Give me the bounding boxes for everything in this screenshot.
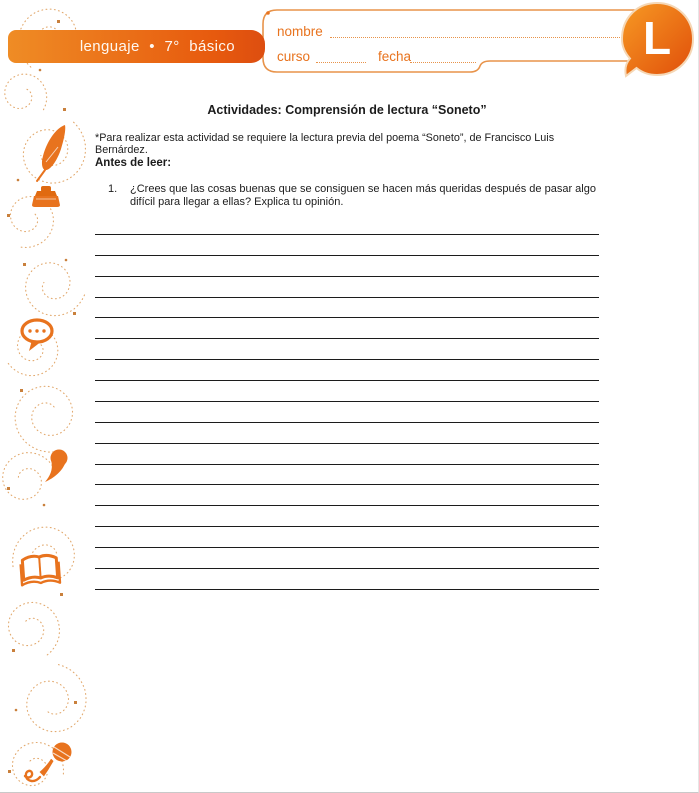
dotted-swirls (3, 9, 86, 786)
curso-label: curso (277, 49, 311, 64)
answer-line[interactable] (95, 465, 599, 486)
answer-line[interactable] (95, 548, 599, 569)
answer-lines (95, 214, 599, 590)
answer-line[interactable] (95, 277, 599, 298)
answer-line[interactable] (95, 444, 599, 465)
answer-line[interactable] (95, 235, 599, 256)
answer-line[interactable] (95, 402, 599, 423)
answer-line[interactable] (95, 485, 599, 506)
curso-field[interactable] (316, 47, 366, 63)
answer-line[interactable] (95, 423, 599, 444)
fecha-label: fecha (378, 49, 412, 64)
comma-icon (45, 450, 68, 483)
answer-line[interactable] (95, 256, 599, 277)
question-text: ¿Crees que las cosas buenas que se consiguen se hacen más queridas después de pasar algo difícil para llegar a ellas? Explica tu opinión. (130, 183, 596, 209)
corner-dot (266, 11, 270, 15)
open-book-icon (20, 555, 60, 586)
speech-bubble-icon (22, 320, 52, 351)
feather-icon (37, 125, 65, 181)
decorative-sidebar (0, 0, 95, 793)
answer-line[interactable] (95, 569, 599, 590)
answer-line[interactable] (95, 339, 599, 360)
answer-line[interactable] (95, 214, 599, 235)
microphone-icon (25, 743, 72, 782)
answer-line[interactable] (95, 527, 599, 548)
prerequisite-note: *Para realizar esta actividad se requiere la lectura previa del poema “Soneto”, de Francisco Luis Bernárdez. (95, 132, 555, 156)
subject-banner (8, 30, 265, 63)
logo-letter: L (642, 12, 672, 64)
nombre-label: nombre (277, 24, 323, 39)
answer-line[interactable] (95, 381, 599, 402)
answer-line[interactable] (95, 360, 599, 381)
section-heading: Antes de leer: (95, 157, 172, 169)
nombre-field[interactable] (330, 22, 626, 38)
subject-logo (618, 1, 696, 79)
answer-line[interactable] (95, 318, 599, 339)
fecha-field[interactable] (410, 47, 476, 63)
answer-line[interactable] (95, 506, 599, 527)
page-title: Actividades: Comprensión de lectura “Soneto” (207, 103, 487, 117)
answer-line[interactable] (95, 298, 599, 319)
inkwell-icon (32, 186, 60, 207)
question-1 (108, 183, 603, 210)
subject-banner-label: lenguaje • 7° básico (79, 38, 235, 55)
question-number: 1. (108, 183, 118, 195)
